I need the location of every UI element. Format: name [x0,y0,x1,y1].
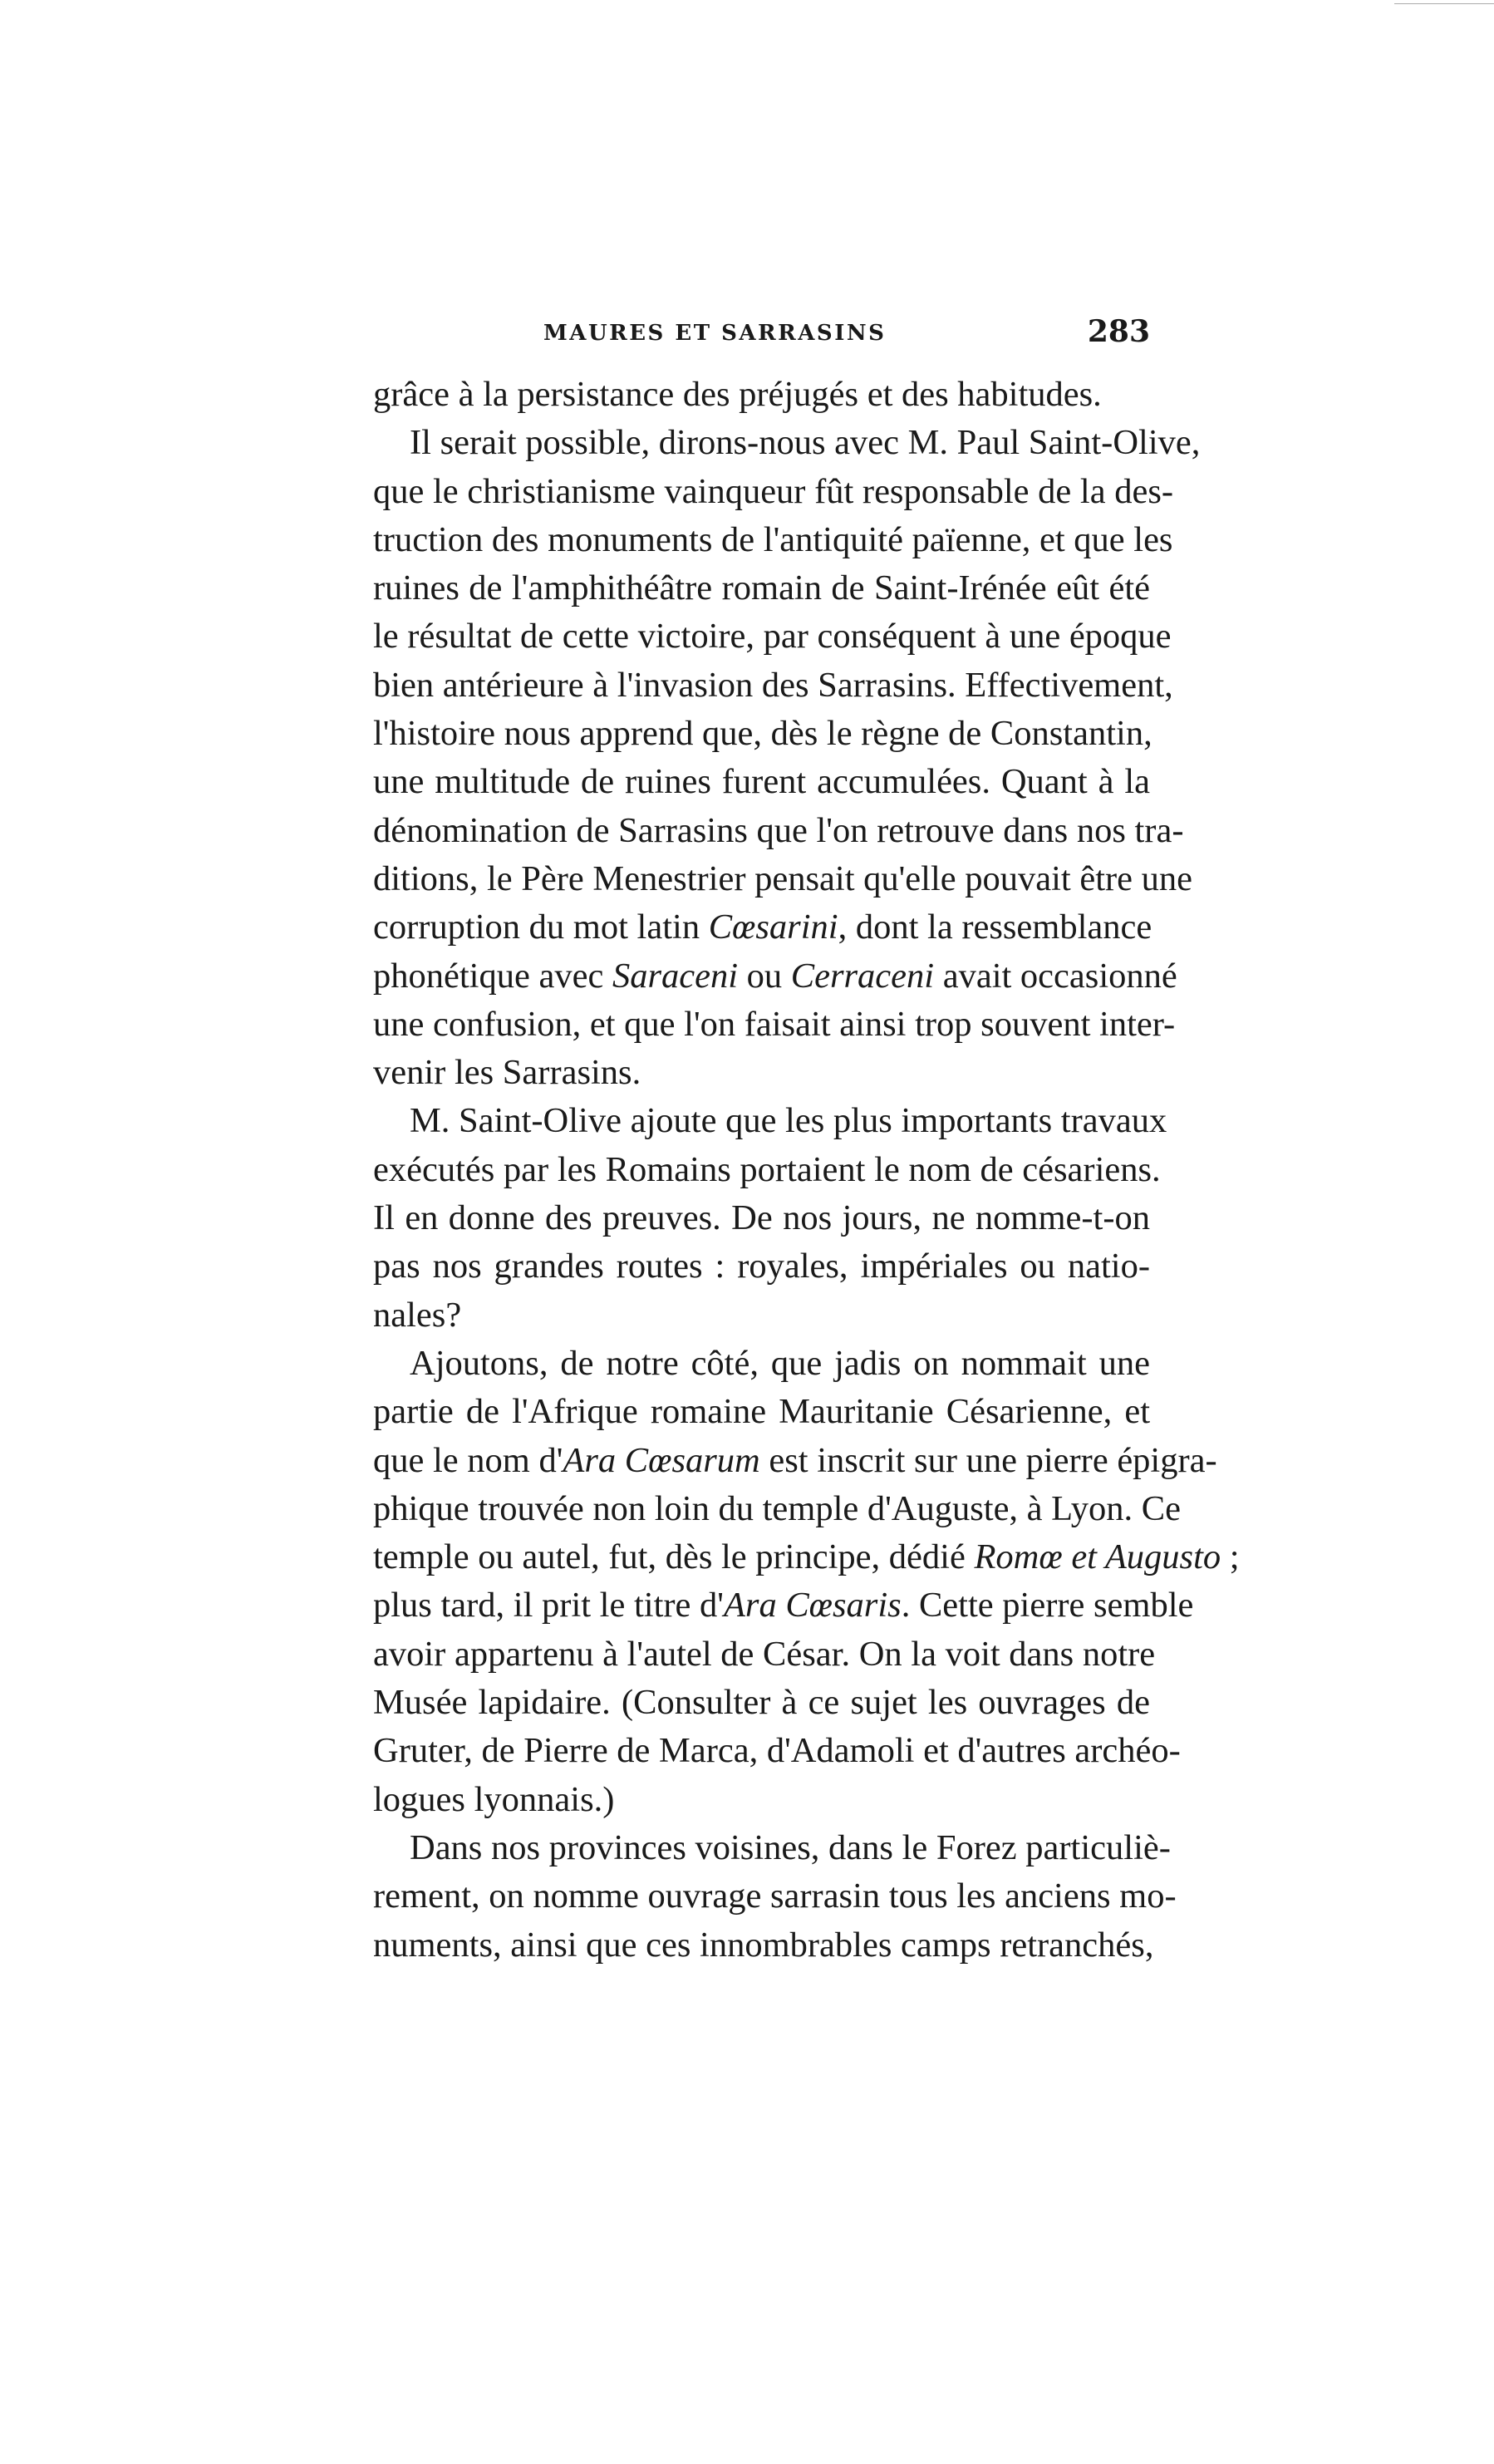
text-line: rement, on nomme ouvrage sarrasin tous les anciens mo- [373,1876,1177,1916]
text-line: Il en donne des preuves. De nos jours, ne nomme-t-on [373,1198,1150,1238]
text-line: numents, ainsi que ces innombrables camps retranchés, [373,1925,1154,1965]
text-line: Il serait possible, dirons-nous avec M. Paul Saint-Olive, [410,423,1201,463]
text-line: plus tard, il prit le titre d'Ara Cœsaris. Cette pierre semble [373,1586,1194,1625]
text-line: ditions, le Père Menestrier pensait qu'elle pouvait être une [373,858,1193,898]
text-line: pas nos grandes routes : royales, impériales ou natio- [373,1247,1150,1286]
scan-edge-line [1394,3,1494,4]
text-line: Dans nos provinces voisines, dans le Forez particuliè- [410,1827,1171,1867]
text-line: dénomination de Sarrasins que l'on retrouve dans nos tra- [373,810,1184,850]
text-line: phonétique avec Saraceni ou Cerraceni avait occasionné [373,956,1177,996]
text-line: grâce à la persistance des préjugés et des habitudes. [373,375,1102,414]
text-line: bien antérieure à l'invasion des Sarrasins. Effectivement, [373,665,1173,705]
text-line: corruption du mot latin Cœsarini, dont la ressemblance [373,907,1152,947]
text-line: venir les Sarrasins. [373,1053,641,1093]
text-line: logues lyonnais.) [373,1779,615,1819]
page-number: 283 [1087,314,1150,349]
text-line: que le christianisme vainqueur fût responsable de la des- [373,471,1174,511]
text-line: le résultat de cette victoire, par conséquent à une époque [373,617,1172,657]
text-line: M. Saint-Olive ajoute que les plus importants travaux [410,1101,1167,1141]
running-head-title: MAURES ET SARRASINS [543,321,887,346]
text-line: une confusion, et que l'on faisait ainsi trop souvent inter- [373,1004,1176,1044]
body-text [373,371,1240,1970]
text-line: phique trouvée non loin du temple d'Auguste, à Lyon. Ce [373,1488,1182,1528]
text-line: partie de l'Afrique romaine Mauritanie Césarienne, et [373,1392,1150,1432]
text-line: Musée lapidaire. (Consulter à ce sujet les ouvrages de [373,1683,1150,1723]
text-line: Gruter, de Pierre de Marca, d'Adamoli et d'autres archéo- [373,1731,1181,1771]
text-line: exécutés par les Romains portaient le nom de césariens. [373,1149,1161,1189]
text-line: nales? [373,1295,462,1335]
text-line: l'histoire nous apprend que, dès le règne de Constantin, [373,714,1152,754]
text-line: une multitude de ruines furent accumulées. Quant à la [373,762,1150,802]
text-line: truction des monuments de l'antiquité païenne, et que les [373,519,1173,559]
running-head [373,314,1150,354]
text-line: que le nom d'Ara Cœsarum est inscrit sur une pierre épigra- [373,1440,1217,1480]
text-line: temple ou autel, fut, dès le principe, dédié Romœ et Augusto ; [373,1537,1240,1577]
text-line: ruines de l'amphithéâtre romain de Saint-Irénée eût été [373,568,1150,608]
text-line: Ajoutons, de notre côté, que jadis on nommait une [410,1343,1150,1383]
text-line: avoir appartenu à l'autel de César. On la voit dans notre [373,1634,1156,1674]
